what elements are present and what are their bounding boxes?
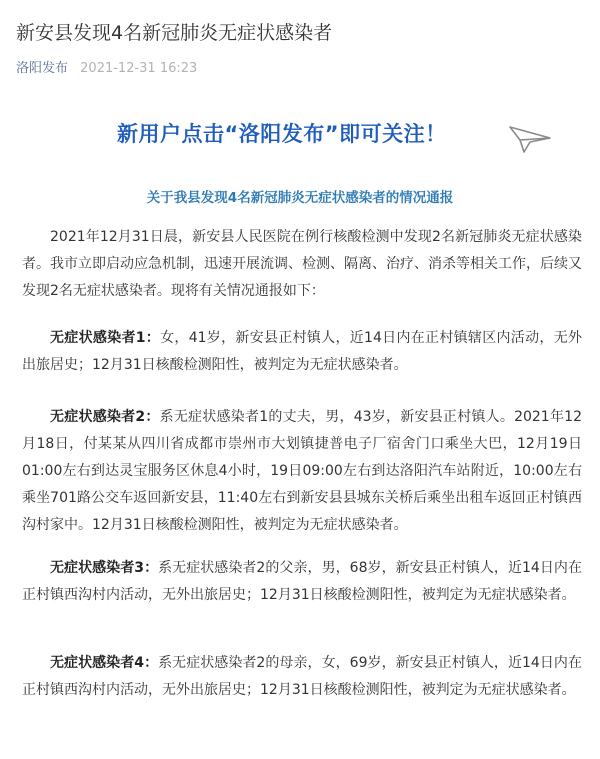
case-text: 系无症状感染者2的父亲，男，68岁，新安县正村镇人，近14日内在正村镇西沟村内活动，无外出旅居史；12月31日核酸检测阳性，被判定为无症状感染者。	[22, 560, 582, 603]
case-label: 无症状感染者1：	[50, 330, 161, 346]
article-title: 新安县发现4名新冠肺炎无症状感染者	[16, 22, 333, 44]
case-text: 系无症状感染者1的丈夫，男，43岁，新安县正村镇人。2021年12月18日，付某某从四川省成都市崇州市大划镇捷普电子厂宿舍门口乘坐大巴，12月19日01:00左右到达灵宝服务区休息4小时，19日09:00左右到达洛阳汽车站附近，10:00左右乘坐701路公交车返回新安县，11:40左右到新安县县城东关桥后乘坐出租车返回正村镇西沟村家中。12月31日核酸检测阳性，被判定为无症状感染者。	[22, 409, 582, 533]
account-link[interactable]: 洛阳发布	[16, 61, 69, 76]
case-label: 无症状感染者2：	[50, 409, 160, 425]
paper-plane-icon	[508, 124, 552, 154]
publish-time: 2021-12-31 16:23	[80, 61, 198, 76]
case-text: 系无症状感染者2的母亲，女，69岁，新安县正村镇人，近14日内在正村镇西沟村内活动，无外出旅居史；12月31日核酸检测阳性，被判定为无症状感染者。	[22, 655, 582, 698]
case-paragraph-1	[22, 325, 582, 379]
case-paragraph-3	[22, 555, 582, 609]
follow-banner: 新用户点击“洛阳发布”即可关注！	[117, 122, 447, 146]
intro-paragraph: 2021年12月31日晨，新安县人民医院在例行核酸检测中发现2名新冠肺炎无症状感染者。我市立即启动应急机制，迅速开展流调、检测、隔离、治疗、消杀等相关工作，后续又发现2名无症状感染者。现将有关情况通报如下：	[22, 229, 582, 299]
case-label: 无症状感染者4：	[50, 655, 159, 671]
case-paragraph-4	[22, 650, 582, 704]
notice-heading: 关于我县发现4名新冠肺炎无症状感染者的情况通报	[146, 190, 454, 206]
case-paragraph-2	[22, 404, 582, 539]
article-meta	[16, 57, 197, 76]
case-text: 女，41岁，新安县正村镇人，近14日内在正村镇辖区内活动，无外出旅居史；12月31日核酸检测阳性，被判定为无症状感染者。	[22, 330, 582, 373]
case-label: 无症状感染者3：	[50, 560, 159, 576]
